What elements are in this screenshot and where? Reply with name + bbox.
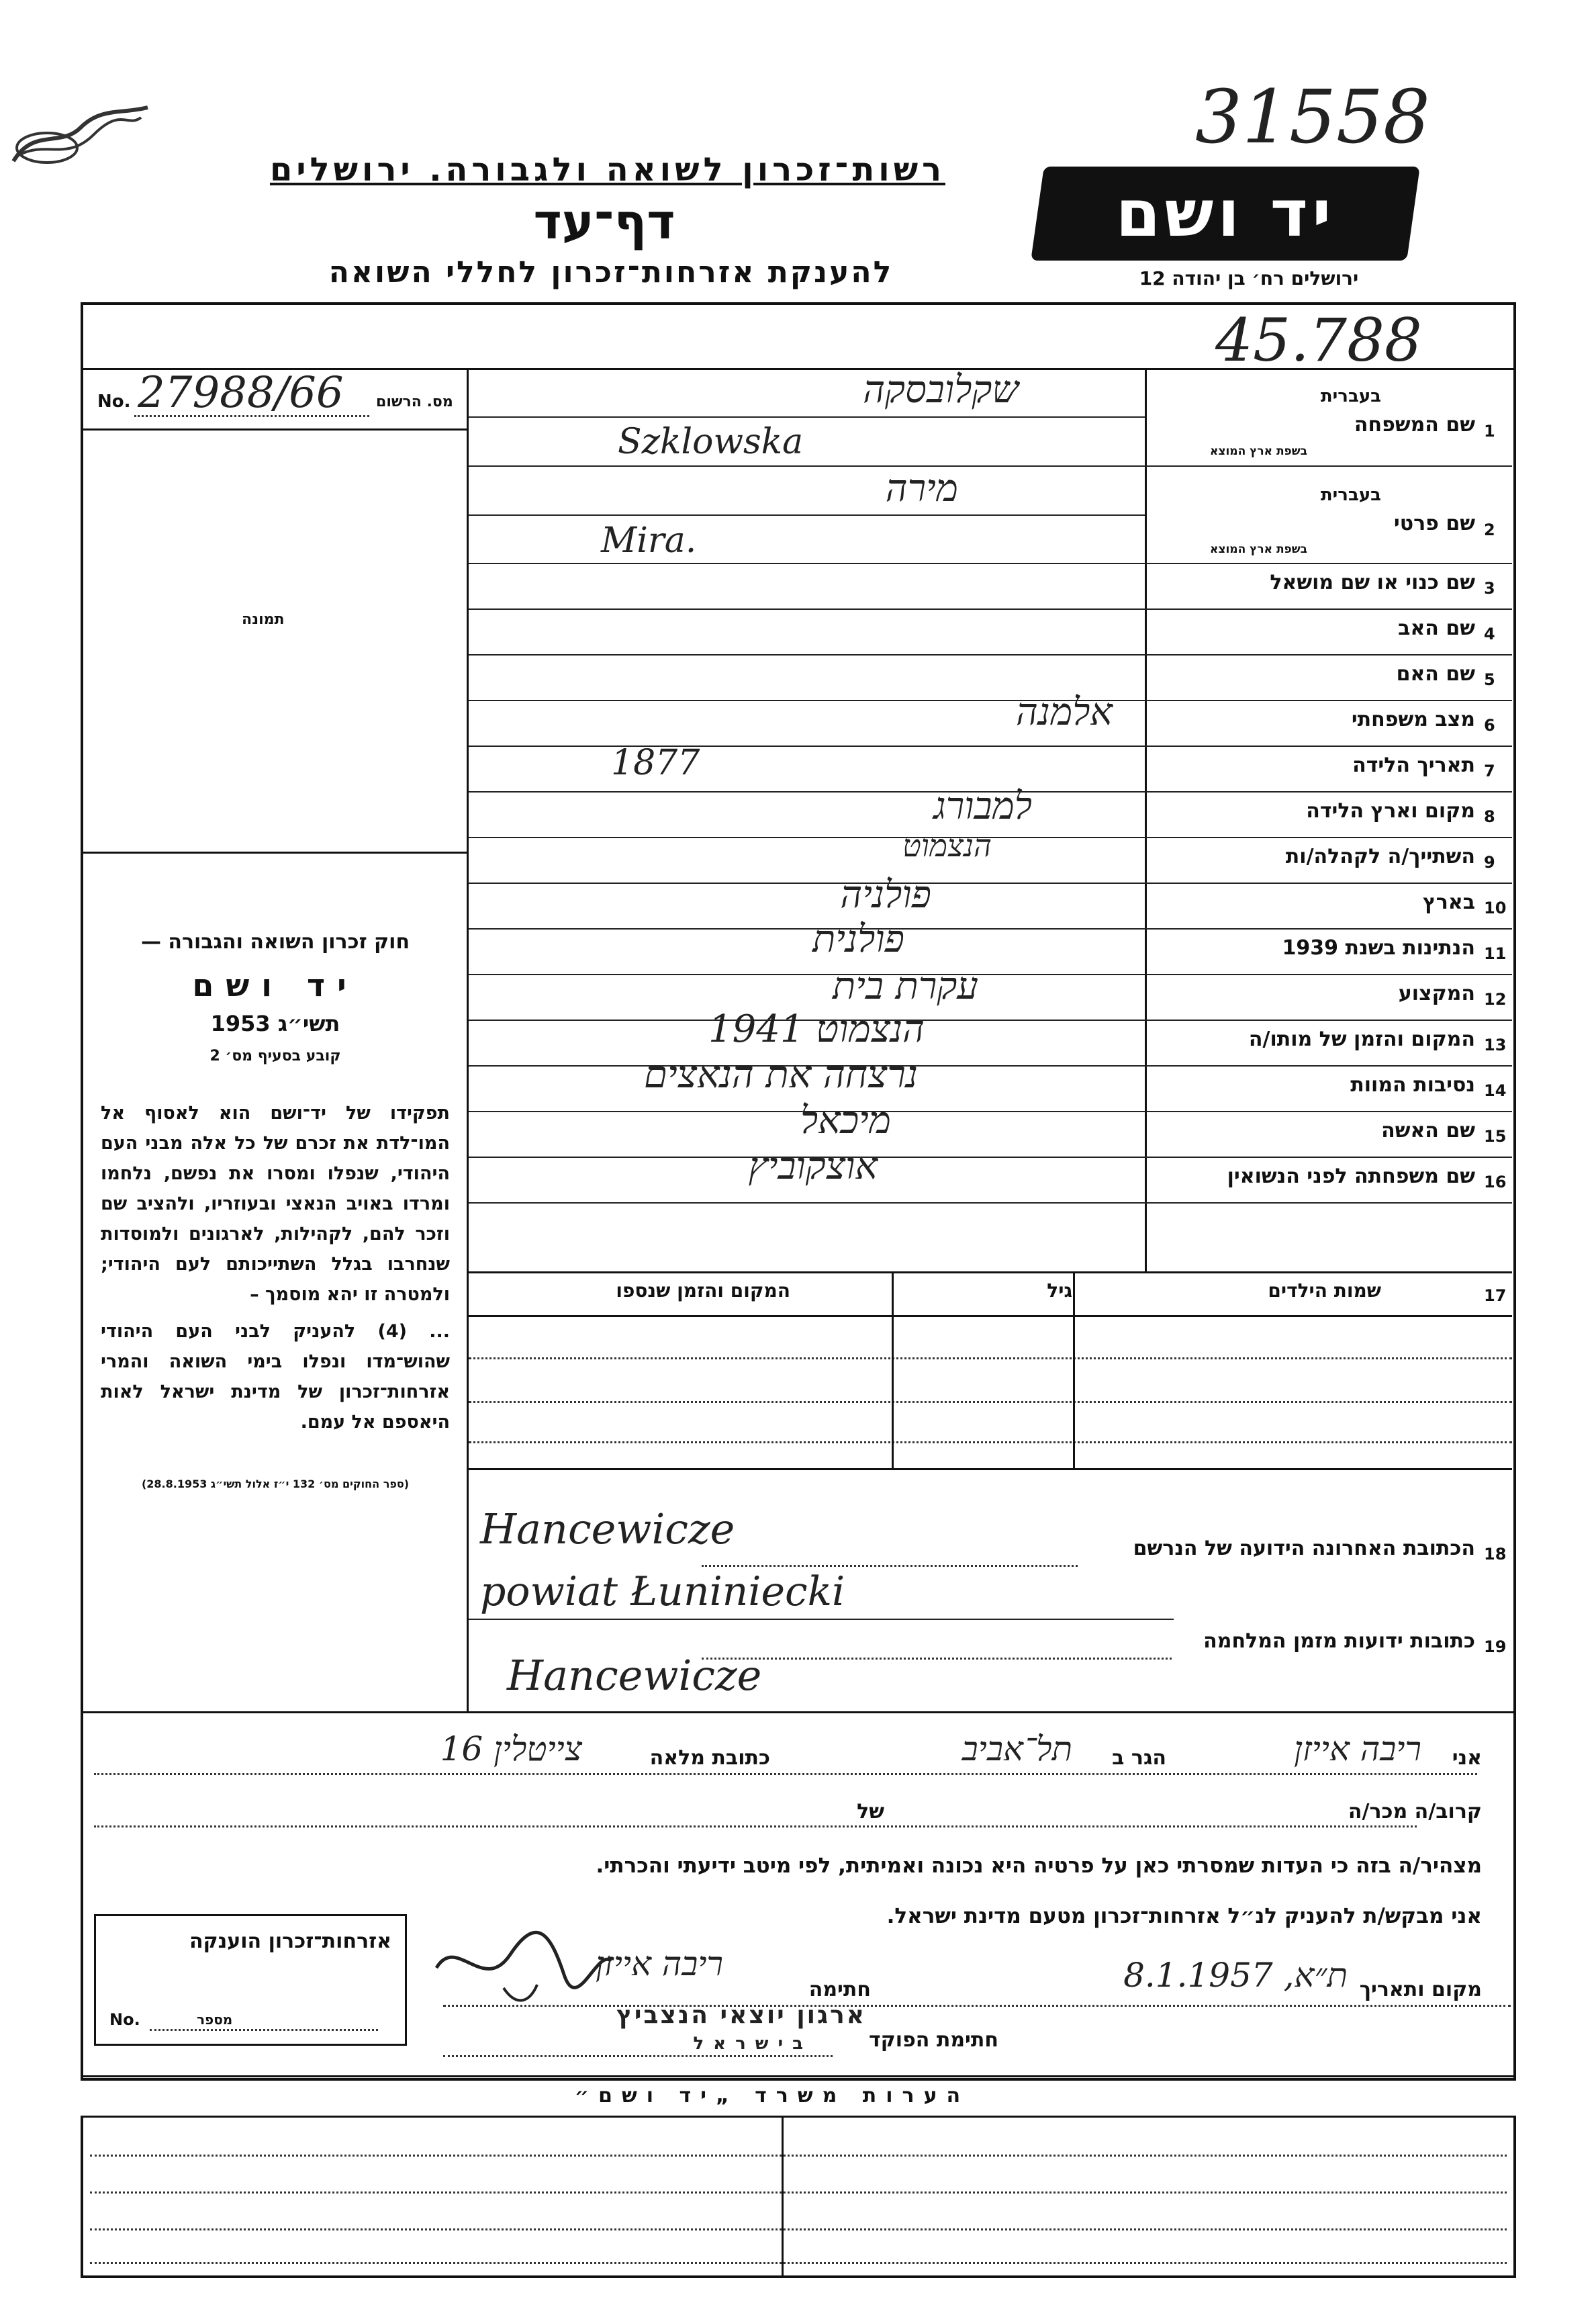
field-13-label: המקום והזמן של מותו/ה bbox=[1248, 1028, 1475, 1051]
photo-box-bottom bbox=[81, 852, 467, 854]
declaration-text-2: אני מבקש/ת להעניק לנ״ל אזרחות־זכרון מטעם מדינת ישראל. bbox=[886, 1904, 1482, 1928]
relative-label: קרוב/ה מכר/ה bbox=[1348, 1800, 1482, 1823]
field-14-number: 14 bbox=[1484, 1081, 1507, 1100]
field-8-number: 8 bbox=[1484, 807, 1495, 826]
declaration-text-1: מצהיר/ה בזה כי העדות שמסרתי כאן על פרטיה היא נכונה ואמיתית, לפי מיטב ידיעתי והכרתי. bbox=[596, 1854, 1482, 1878]
field-15-label: שם האשה bbox=[1381, 1119, 1475, 1142]
field-1-origin-label: בשפת ארץ המוצא bbox=[1209, 445, 1307, 458]
field-2-hebrew-label: בעברית bbox=[1320, 485, 1381, 505]
notes-box bbox=[81, 2116, 1516, 2278]
registration-box bbox=[81, 368, 467, 431]
field-1-label: שם המשפחה bbox=[1354, 413, 1475, 437]
field-14-label: נסיבות המוות bbox=[1350, 1073, 1475, 1097]
place-date-label: מקום ותאריך bbox=[1359, 1978, 1482, 2001]
declarant-address: צייטלין 16 bbox=[440, 1729, 582, 1768]
field-2-number: 2 bbox=[1484, 521, 1495, 539]
field-9-value: הנצמוט bbox=[902, 827, 992, 864]
law-title: חוק זכרון השואה והגבורה — bbox=[140, 930, 410, 954]
field-2-value-hebrew: מירה bbox=[885, 467, 958, 510]
law-paragraph-1: תפקידו של יד־ושם הוא לאסוף אל המו־לדת את זכרם של כל אלה מבני העם היהודי, שנפלו ומסרו את נפשם, נלחמו ומרדו באויב הנאצי ובעוזריו, ולהציב שם וזכר להם, לקהילות, לארגונים ולמוסדות שנחרבו בגלל השתייכותם לעם היהודי; ולמטרה זו יהא מוסמך – bbox=[101, 1103, 450, 1305]
full-address-label: כתובת מלאה bbox=[649, 1746, 770, 1770]
field-8-value: למבורג bbox=[933, 784, 1032, 828]
official-signature-label: חתימת הפוקד bbox=[869, 2028, 998, 2052]
field-3-number: 3 bbox=[1484, 579, 1495, 598]
signature-label: חתימה bbox=[808, 1978, 871, 2001]
field-19-label: כתובות ידועות מזמן המלחמה bbox=[1203, 1629, 1475, 1653]
field-6-label: מצב משפחתי bbox=[1351, 708, 1475, 731]
field-11-label: הנתינות בשנת 1939 bbox=[1282, 936, 1475, 960]
law-source: (ספר החוקים מס׳ 132 י״ז אלול תשי״ג 28.8.1953) bbox=[141, 1478, 410, 1490]
law-name: יד ושם bbox=[192, 967, 359, 1003]
field-19-value: Hancewicze bbox=[507, 1651, 762, 1700]
registration-value: 27988/66 bbox=[138, 368, 344, 418]
children-age-header: גיל bbox=[1047, 1279, 1072, 1302]
photo-label: תמונה bbox=[242, 611, 285, 628]
law-paragraph-2: ... (4) להעניק לבני העם היהודי שהוש־מדו ונפלו בימי השואה והמרי אזרחות־זכרון של מדינת ישראל לאות היאספם אל עמם. bbox=[101, 1321, 451, 1433]
header-address: ירושלים רח׳ בן יהודה 12 bbox=[1139, 267, 1359, 289]
field-5-number: 5 bbox=[1484, 670, 1495, 689]
field-3-label: שם כנוי או שם מושאל bbox=[1270, 571, 1475, 594]
field-12-value: עקרת בית bbox=[833, 964, 978, 1008]
notes-title: הערות משרד „יד ושם״ bbox=[574, 2084, 970, 2108]
field-4-number: 4 bbox=[1484, 625, 1495, 643]
resides-label: הגר ב bbox=[1112, 1746, 1166, 1770]
field-16-label: שם משפחתה לפני הנשואין bbox=[1227, 1165, 1475, 1188]
scribble-mark-icon bbox=[7, 101, 154, 175]
field-18-number: 18 bbox=[1484, 1545, 1507, 1564]
field-8-label: מקום וארץ הלידה bbox=[1306, 799, 1475, 823]
place-date-value: ת״א, 8.1.1957 bbox=[1123, 1956, 1348, 1995]
field-2-label: שם פרטי bbox=[1393, 512, 1475, 535]
field-1-value-hebrew: שקלובסקה bbox=[863, 368, 1019, 412]
field-5-label: שם האם bbox=[1396, 662, 1475, 686]
field-15-number: 15 bbox=[1484, 1127, 1507, 1146]
field-10-label: בארץ bbox=[1422, 891, 1475, 914]
stamp-number: 45.788 bbox=[1215, 306, 1422, 375]
field-12-number: 12 bbox=[1484, 990, 1507, 1009]
field-15-value: מיכאל bbox=[800, 1099, 891, 1142]
law-clause: קובע בסעיף מס׳ 2 bbox=[209, 1048, 341, 1065]
field-7-number: 7 bbox=[1484, 762, 1495, 780]
registration-no-label: No. bbox=[97, 392, 131, 412]
field-18-value-1: Hancewicze bbox=[480, 1504, 735, 1553]
logo-text: יד ושם bbox=[1115, 176, 1335, 251]
declaration-top-line bbox=[81, 1711, 1513, 1713]
field-19-number: 19 bbox=[1484, 1637, 1507, 1656]
field-6-value: אלמנה bbox=[1015, 690, 1113, 734]
field-18-value-2: powiat Łuniniecki bbox=[480, 1568, 845, 1615]
field-7-label: תאריך הלידה bbox=[1352, 754, 1475, 777]
field-2-origin-label: בשפת ארץ המוצא bbox=[1209, 543, 1307, 556]
field-18-label: הכתובת האחרונה הידועה של הנרשם bbox=[1133, 1537, 1475, 1560]
field-10-value: פולניה bbox=[840, 873, 931, 917]
law-year: תשי״ג 1953 bbox=[210, 1011, 340, 1036]
signature-value: ריבה אייזן bbox=[596, 1944, 723, 1983]
certificate-title: אזרחות־זכרון הוענקה bbox=[189, 1930, 391, 1953]
field-11-number: 11 bbox=[1484, 944, 1507, 963]
declarant-name: ריבה אייזן bbox=[1294, 1729, 1421, 1768]
field-6-number: 6 bbox=[1484, 716, 1495, 735]
of-label: של bbox=[857, 1800, 884, 1823]
declaration-i-label: אני bbox=[1452, 1746, 1482, 1770]
signature-scribble-icon bbox=[430, 1921, 618, 2015]
form-title: דף־עד bbox=[533, 193, 675, 250]
field-1-hebrew-label: בעברית bbox=[1320, 386, 1381, 406]
field-13-number: 13 bbox=[1484, 1036, 1507, 1054]
form-subtitle: להענקת אזרחות־זכרון לחללי השואה bbox=[328, 255, 894, 289]
field-4-label: שם האב bbox=[1398, 617, 1475, 640]
field-7-value: 1877 bbox=[611, 743, 700, 783]
field-17-number: 17 bbox=[1484, 1286, 1507, 1305]
notes-top-line bbox=[81, 2075, 1513, 2077]
field-16-value: אוצקוביץ bbox=[748, 1144, 878, 1188]
children-place-header: המקום והזמן שנספו bbox=[616, 1279, 790, 1302]
field-14-value: נרצחה את הנאצים bbox=[644, 1053, 918, 1097]
field-9-number: 9 bbox=[1484, 853, 1495, 872]
declarant-city: תל־אביב bbox=[961, 1729, 1072, 1768]
field-12-label: המקצוע bbox=[1398, 982, 1475, 1005]
certificate-no: No. bbox=[109, 2010, 140, 2029]
certificate-box bbox=[94, 1914, 407, 2046]
field-13-value: הנצמוט 1941 bbox=[708, 1007, 925, 1051]
field-11-value: פולנית bbox=[812, 917, 904, 961]
org-stamp-line-1: ארגון יוצאי הנצביץ bbox=[616, 2001, 866, 2029]
certificate-number-label: מספר bbox=[197, 2012, 233, 2028]
field-1-number: 1 bbox=[1484, 422, 1495, 441]
registration-label: מס. הרשום bbox=[376, 394, 453, 410]
institution-name: רשות־זכרון לשואה ולגבורה. ירושלים bbox=[269, 151, 946, 189]
org-stamp-line-2: בישראל bbox=[693, 2034, 812, 2054]
field-1-value-origin: Szklowska bbox=[618, 422, 804, 462]
children-names-header: שמות הילדים bbox=[1268, 1279, 1381, 1302]
field-9-label: השתייך/ה לקהלה/ות bbox=[1285, 845, 1475, 868]
field-2-value-origin: Mira. bbox=[601, 521, 697, 561]
field-10-number: 10 bbox=[1484, 899, 1507, 917]
field-16-number: 16 bbox=[1484, 1173, 1507, 1191]
yad-vashem-logo bbox=[1031, 167, 1420, 261]
file-number: 31558 bbox=[1195, 74, 1430, 160]
